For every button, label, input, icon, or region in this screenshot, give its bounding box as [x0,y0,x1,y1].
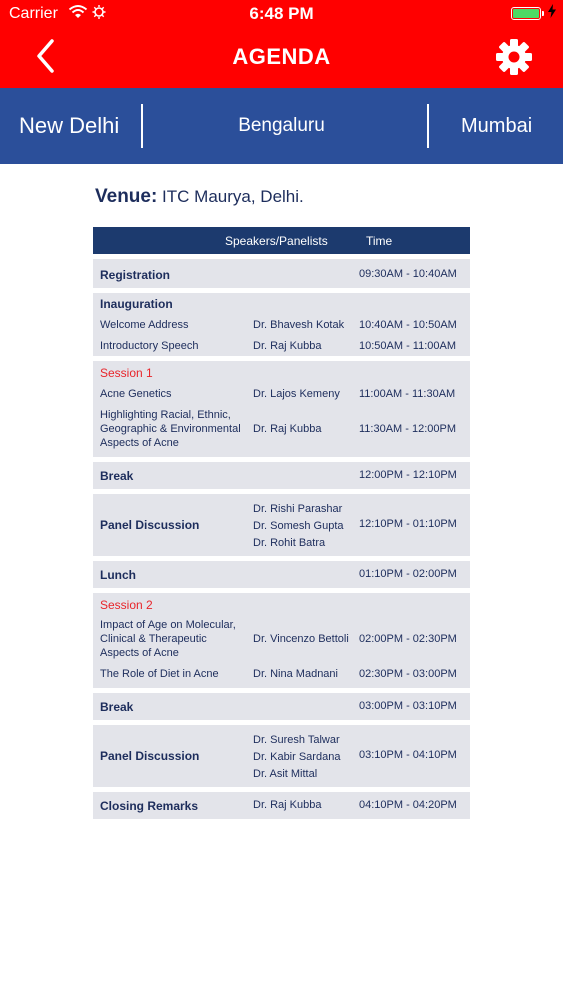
status-bar [0,0,563,28]
agenda-item-multiline [100,408,241,450]
agenda-block-break [93,693,470,720]
agenda-item-line: Impact of Age on Molecular, [100,619,236,631]
agenda-block-closing [93,792,470,819]
agenda-block-session-2 [93,593,470,688]
agenda-item: Introductory Speech [100,340,199,352]
agenda-time: 10:40AM - 10:50AM [359,319,457,331]
charging-icon [548,4,556,21]
session-title: Session 1 [100,366,153,380]
panelist-list [253,732,340,783]
table-header [93,227,470,254]
panelist: Dr. Kabir Sardana [253,751,341,763]
agenda-speaker: Dr. Raj Kubba [253,340,322,352]
agenda-time: 10:50AM - 11:00AM [359,340,457,352]
agenda-block-panel [93,725,470,787]
panelist: Dr. Asit Mittal [253,768,318,780]
agenda-time: 02:00PM - 02:30PM [359,633,457,645]
battery-tip [542,11,544,16]
agenda-item: Lunch [100,568,136,582]
agenda-time: 12:10PM - 01:10PM [359,518,457,530]
agenda-speaker: Dr. Raj Kubba [253,799,322,811]
agenda-item-line: Aspects of Acne [100,437,179,449]
agenda-speaker: Dr. Lajos Kemeny [253,388,340,400]
tab-bengaluru[interactable]: Bengaluru [238,115,325,136]
tab-divider [141,104,143,148]
page-title: AGENDA [232,44,331,69]
agenda-item: Registration [100,268,171,282]
agenda-time: 02:30PM - 03:00PM [359,668,457,680]
agenda-item: Welcome Address [100,319,189,331]
agenda-item: Break [100,700,134,714]
agenda-block-panel [93,494,470,556]
agenda-item-line: Aspects of Acne [100,647,179,659]
tab-new-delhi[interactable]: New Delhi [19,113,120,138]
status-time: 6:48 PM [249,4,314,23]
panelist: Dr. Somesh Gupta [253,520,344,532]
agenda-speaker: Dr. Raj Kubba [253,423,322,435]
header-speakers: Speakers/Panelists [225,234,328,248]
agenda-speaker: Dr. Nina Madnani [253,668,338,680]
panelist-list [253,501,344,552]
settings-button[interactable] [494,37,534,77]
carrier-label: Carrier [9,5,58,22]
agenda-block-break [93,462,470,489]
header-time: Time [366,234,393,248]
agenda-item: Panel Discussion [100,749,200,763]
venue-value: ITC Maurya, Delhi. [162,187,304,206]
agenda-block-lunch [93,561,470,588]
agenda-speaker: Dr. Vincenzo Bettoli [253,633,349,645]
app-header [0,0,563,88]
agenda-time: 03:00PM - 03:10PM [359,700,457,712]
session-title: Session 2 [100,598,153,612]
agenda-item-line: Highlighting Racial, Ethnic, [100,409,231,421]
panelist: Dr. Rohit Batra [253,537,326,549]
agenda-time: 09:30AM - 10:40AM [359,268,457,280]
tab-divider [427,104,429,148]
section-title: Inauguration [100,297,173,311]
agenda-item: Break [100,469,134,483]
agenda-block-session-1 [93,361,470,457]
agenda-time: 11:00AM - 11:30AM [359,388,456,400]
venue-label: Venue: [95,186,158,207]
agenda-time: 11:30AM - 12:00PM [359,423,457,435]
agenda-item-multiline [100,618,236,660]
agenda-time: 01:10PM - 02:00PM [359,568,457,580]
agenda-item: Panel Discussion [100,518,200,532]
agenda-item-line: Clinical & Therapeutic [100,633,207,645]
agenda-item-line: Geographic & Environmental [100,423,241,435]
agenda-time: 03:10PM - 04:10PM [359,749,457,761]
agenda-speaker: Dr. Bhavesh Kotak [253,319,345,331]
agenda-block-inauguration [93,293,470,356]
tab-mumbai[interactable]: Mumbai [461,115,533,137]
panelist: Dr. Rishi Parashar [253,503,343,515]
panelist: Dr. Suresh Talwar [253,734,340,746]
venue-line [95,186,304,208]
agenda-item: Closing Remarks [100,799,199,813]
battery-icon [511,7,541,20]
agenda-block-registration [93,259,470,288]
agenda-time: 04:10PM - 04:20PM [359,799,457,811]
gear-icon [494,37,534,77]
agenda-item: The Role of Diet in Acne [100,668,219,680]
agenda-item: Acne Genetics [100,388,172,400]
agenda-time: 12:00PM - 12:10PM [359,469,457,481]
city-tab-bar [0,88,563,164]
agenda-table [93,227,470,819]
